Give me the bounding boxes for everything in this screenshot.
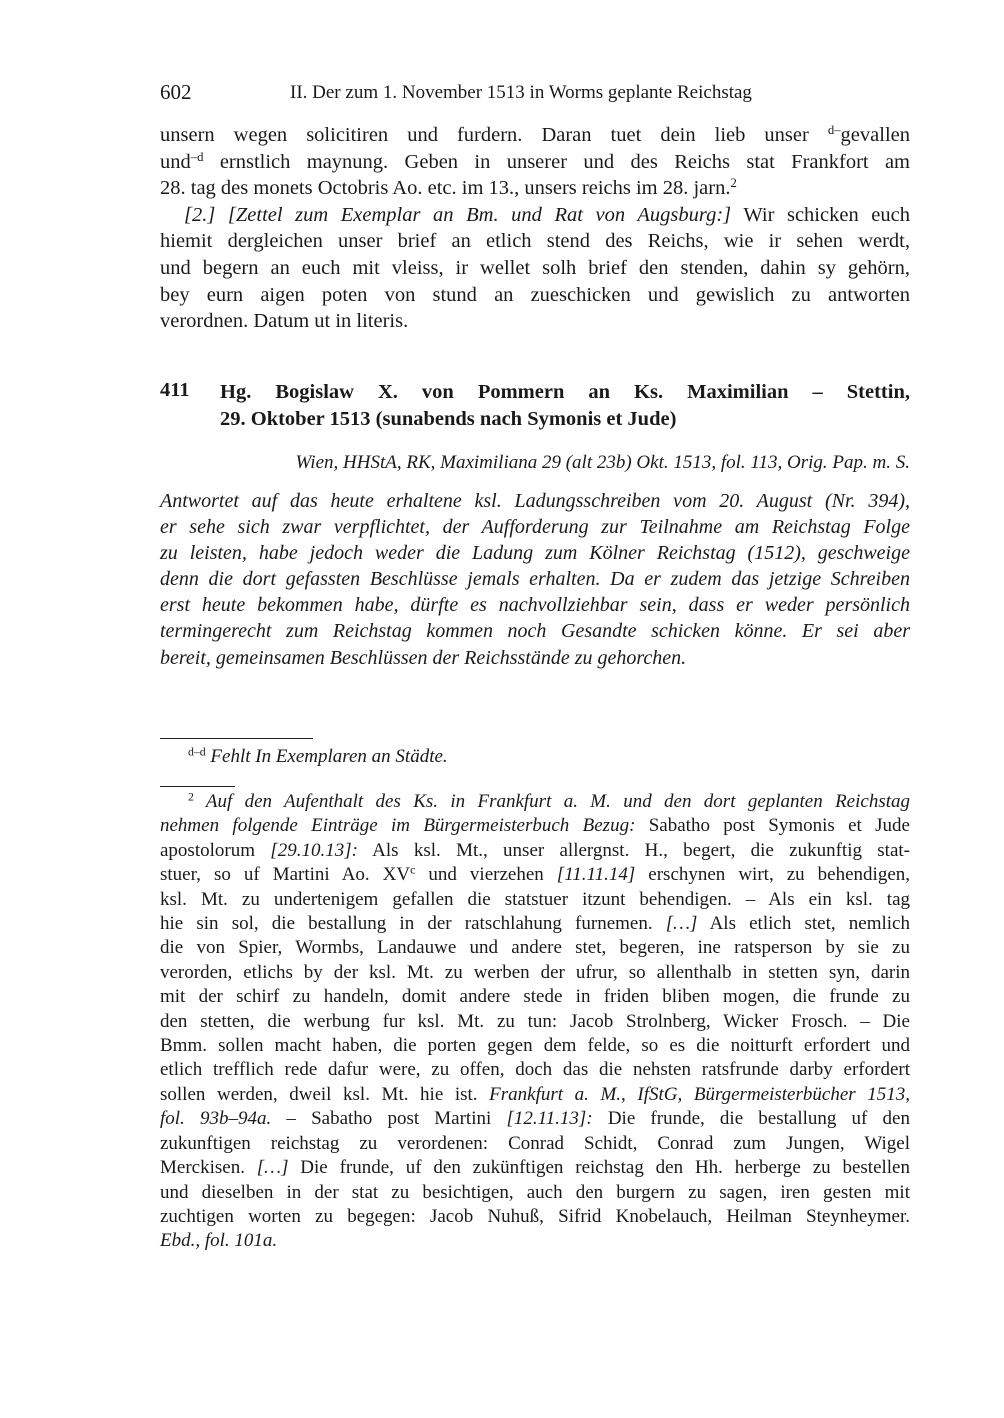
text-line (160, 566, 910, 592)
text-run: 28. tag des monets Octobris Ao. etc. im 13., unsers reichs im 28. jarn. (160, 177, 731, 200)
text-line (160, 985, 910, 1009)
text-run: hiemit dergleichen unser brief an etlich stend des Reichs, wie ir sehen werdt, (160, 230, 910, 253)
text-run: 29. Oktober 1513 (sunabends nach Symonis et Jude) (220, 408, 677, 430)
text-line (160, 592, 910, 618)
text-line (160, 1107, 910, 1131)
text-line (160, 1229, 910, 1253)
text-run: zukunftigen reichstag zu verordenen: Conrad Schidt, Conrad zum Jungen, Wigel (160, 1132, 910, 1154)
text-run: verordnen. Datum ut in literis. (160, 310, 409, 333)
text-run: die von Spier, Wormbs, Landauwe und andere stet, begeren, ine ratsperson by sie zu (160, 937, 910, 959)
text-line (160, 228, 910, 255)
text-line (160, 488, 910, 514)
text-line (160, 1034, 910, 1058)
text-run: [12.11.13]: (506, 1108, 593, 1130)
text-run: sollen werden, dweil ksl. Mt. hie ist. (160, 1083, 490, 1105)
text-run: Ebd., fol. 101a. (160, 1230, 278, 1252)
text-run: […] (256, 1157, 289, 1179)
note-marker: d–d (188, 745, 206, 759)
text-run: [2.] [Zettel zum Exemplar an Bm. und Rat von Augsburg:] (184, 203, 732, 226)
text-line (160, 308, 910, 335)
text-line (160, 282, 910, 309)
text-run: Die frunde, uf den zukünftigen reichstag den Hh. herberge zu bestellen (288, 1157, 910, 1179)
text-run: [11.11.14] (556, 864, 636, 886)
text-run: mit der schirf zu handeln, domit andere stede in friden bliben mogen, die frunde zu (160, 986, 910, 1008)
text-run: Frankfurt a. M., IfStG, Bürgermeisterbücher 1513, (489, 1083, 910, 1105)
text-run: den stetten, die werbung fur ksl. Mt. zu tun: Jacob Strolnberg, Wicker Frosch. – Die (160, 1010, 910, 1032)
text-line (160, 175, 910, 202)
text-run: Antwortet auf das heute erhaltene ksl. Ladungsschreiben vom 20. August (Nr. 394), (160, 490, 910, 512)
text-line (160, 1010, 910, 1034)
text-line (160, 863, 910, 887)
text-run: Wien, HHStA, RK, Maximiliana 29 (alt 23b) Okt. 1513, fol. 113, Orig. Pap. m. S. (295, 452, 910, 473)
text-line (160, 514, 910, 540)
text-line (160, 888, 910, 912)
text-run: Die frunde, die bestallung uf den (592, 1108, 910, 1130)
document-heading (220, 379, 910, 433)
text-line (220, 379, 910, 406)
text-run: erst heute bekommen habe, dürfte es nachvollziehbar sein, dass er weder persönlich (160, 594, 910, 617)
text-run: bey eurn aigen poten von stund an zueschicken und gewislich zu antworten (160, 283, 910, 306)
text-line (160, 912, 910, 936)
text-line (160, 255, 910, 282)
text-line (160, 645, 910, 671)
text-line (160, 1132, 910, 1156)
text-line (160, 1156, 910, 1180)
text-line (160, 1058, 910, 1082)
text-run: Merckisen. (160, 1157, 257, 1179)
text-run: Als ksl. Mt., unser allergnst. H., begert, die zukunftig stat- (357, 839, 910, 861)
text-run: nehmen folgende Einträge im Bürgermeisterbuch Bezug: (160, 815, 636, 837)
text-run: und (160, 150, 191, 173)
text-run: [29.10.13]: (270, 839, 358, 861)
footnote-d (160, 745, 910, 769)
text-line (220, 451, 910, 475)
text-run: gevallen (840, 124, 910, 146)
text-run: Fehlt In Exemplaren an Städte. (205, 746, 448, 767)
text-run: apostolorum (160, 839, 271, 861)
text-line (160, 790, 910, 814)
text-line (160, 961, 910, 985)
footnote-divider (160, 786, 235, 787)
archival-source (220, 451, 910, 475)
text-run: denn die dort gefassten Beschlüsse jemals erhalten. Da er zudem das jetzige Schreiben (160, 568, 910, 591)
text-run: Sabatho post Symonis et Jude (635, 815, 910, 837)
text-run: zuchtigen worten zu begegen: Jacob Nuhuß, Sifrid Knobelauch, Heilman Steynheymer. (160, 1205, 910, 1227)
text-run: und dieselben in der stat zu besichtigen, auch den burgern zu sagen, iren gesten mit (160, 1181, 910, 1203)
text-run: Auf den Aufenthalt des Ks. in Frankfurt a. M. und den dort geplanten Reichstag (193, 791, 910, 812)
text-line (160, 618, 910, 644)
text-run: fol. 93b–94a. (160, 1108, 272, 1130)
text-run: ernstlich maynung. Geben in unserer und des Reichs stat Frankfort am (203, 150, 910, 173)
running-title: II. Der zum 1. November 1513 in Worms geplante Reichstag (290, 82, 752, 103)
text-run: bereit, gemeinsamen Beschlüssen der Reichsstände zu gehorchen. (160, 646, 687, 669)
text-run: Hg. Bogislaw X. von Pommern an Ks. Maximilian – Stettin, (220, 381, 910, 403)
text-line (160, 540, 910, 566)
text-line (160, 839, 910, 863)
text-run: – Sabatho post Martini (271, 1108, 507, 1130)
text-run: und vierzehen (415, 864, 557, 886)
text-line (160, 149, 910, 176)
main-text (160, 122, 910, 335)
text-run: termingerecht zum Reichstag kommen noch Gesandte schicken könne. Er sei aber (160, 620, 910, 643)
text-line (160, 1181, 910, 1205)
note-marker: 2 (188, 790, 194, 804)
text-line (160, 936, 910, 960)
text-run: stuer, so uf Martini Ao. XV (160, 864, 411, 886)
document-number: 411 (160, 379, 190, 401)
text-run: er sehe sich zwar verpflichtet, der Aufforderung zur Teilnahme am Reichstag Folge (160, 516, 910, 539)
note-marker: 2 (730, 176, 737, 191)
text-run: ksl. Mt. zu undertenigem gefallen die statstuer itzunt behendigen. – Als ein ksl. tag (160, 888, 910, 910)
document-summary (160, 488, 910, 671)
note-marker: –d (190, 149, 204, 164)
text-line (220, 406, 910, 433)
text-run: Wir schicken euch (731, 203, 910, 226)
page-number: 602 (160, 80, 192, 104)
text-run: unsern wegen solicitiren und furdern. Daran tuet dein lieb unser (160, 124, 828, 146)
text-run: Als etlich stet, nemlich (697, 913, 910, 935)
text-line (160, 1083, 910, 1107)
text-run: […] (665, 913, 698, 935)
note-marker: c (410, 863, 416, 877)
footnote-2 (160, 790, 910, 1254)
footnote-divider (160, 738, 313, 739)
text-run: verorden, etlichs by der ksl. Mt. zu werben der ufrur, so allenthalb in stetten syn, darin (160, 961, 910, 983)
text-line (160, 745, 910, 769)
text-run: Bmm. sollen macht haben, die porten gegen dem felde, so es die noitturft erfordert und (160, 1035, 910, 1057)
text-run: erschynen wirt, zu behendigen, (635, 864, 911, 886)
text-run: hie sin sol, die bestallung in der ratschlahung furnemen. (160, 913, 666, 935)
text-line (160, 814, 910, 838)
text-run: zu leisten, habe jedoch weder die Ladung zum Kölner Reichstag (1512), geschweige (160, 542, 910, 565)
text-line (160, 202, 910, 229)
text-line (160, 1205, 910, 1229)
text-run: und begern an euch mit vleiss, ir wellet solh brief den stenden, dahin sy gehörn, (160, 256, 910, 279)
text-line (160, 122, 910, 149)
note-marker: d– (827, 123, 841, 138)
text-run: etlich trefflich rede dafur were, zu offen, doch das die nehsten ratsfrunde darby erfordert (160, 1059, 910, 1081)
